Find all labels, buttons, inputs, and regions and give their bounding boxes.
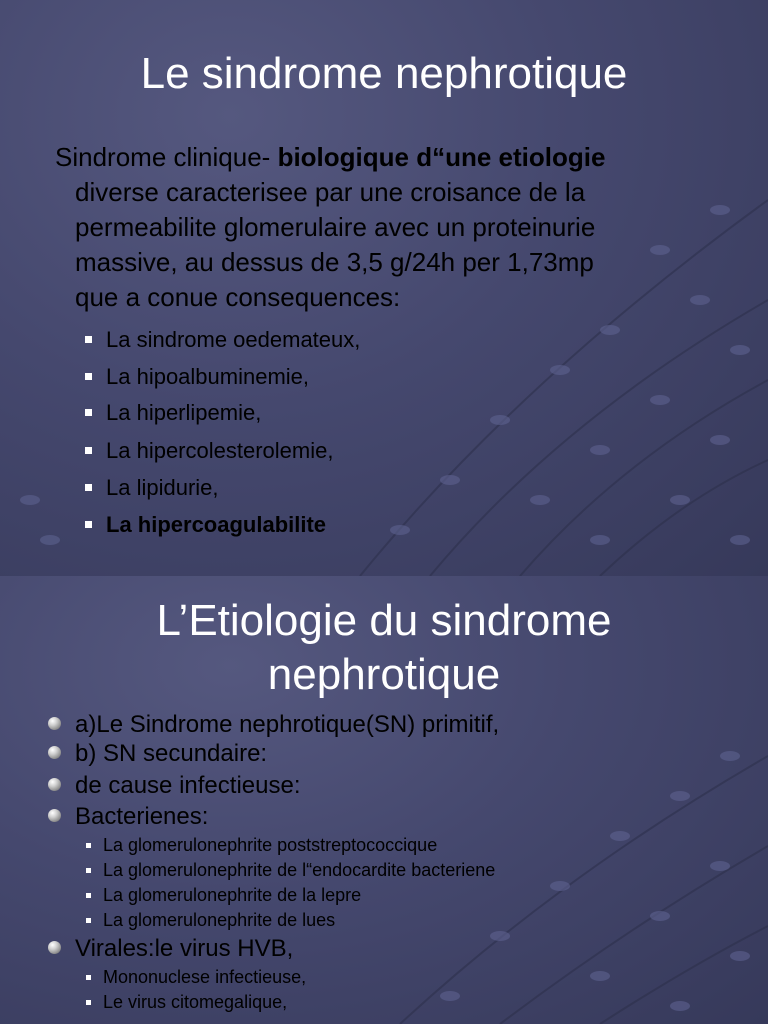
sub-list-item-text: La glomerulonephrite de la lepre — [103, 885, 362, 905]
list-item-text: a)Le Sindrome nephrotique(SN) primitif, — [75, 711, 500, 738]
sphere-bullet-icon — [48, 809, 61, 822]
list-item — [85, 437, 333, 465]
square-bullet-icon — [85, 521, 92, 528]
sub-list-item-text: La glomerulonephrite de l“endocardite bacteriene — [103, 860, 496, 880]
intro-first-line — [55, 140, 745, 175]
sphere-bullet-icon — [48, 941, 61, 954]
list-item — [85, 474, 219, 502]
list-item-text: La hipercolesterolemie, — [106, 438, 334, 463]
sphere-bullet-icon — [48, 717, 61, 730]
list-item-text: La hipercoagulabilite — [106, 512, 327, 537]
sub-list-item-text: Le virus citomegalique, — [103, 992, 288, 1012]
square-bullet-icon — [85, 409, 92, 416]
sub-list-item-text: La glomerulonephrite poststreptococcique — [103, 835, 438, 855]
square-bullet-icon — [85, 373, 92, 380]
sub-list-item-text: Mononuclese infectieuse, — [103, 967, 307, 987]
intro-line: que a conue consequences: — [75, 282, 401, 312]
square-bullet-icon — [85, 447, 92, 454]
list-item — [85, 363, 309, 391]
list-item — [48, 710, 499, 740]
square-bullet-icon — [86, 868, 91, 873]
slide-2-title — [0, 594, 768, 702]
slide-1-intro — [55, 140, 745, 315]
list-item — [48, 771, 300, 801]
square-bullet-icon — [86, 975, 91, 980]
list-item-text: La sindrome oedemateux, — [106, 327, 361, 352]
sub-list-item-text: La glomerulonephrite de lues — [103, 910, 336, 930]
list-item — [85, 326, 360, 354]
list-item — [48, 739, 267, 769]
list-item — [48, 802, 208, 832]
intro-bold-text: biologique d“une etiologie — [277, 142, 606, 172]
list-item-text: de cause infectieuse: — [75, 772, 301, 799]
square-bullet-icon — [86, 918, 91, 923]
square-bullet-icon — [86, 843, 91, 848]
square-bullet-icon — [86, 893, 91, 898]
list-item — [48, 934, 293, 964]
slide-1-title: Le sindrome nephrotique — [140, 49, 628, 98]
list-item-text: Bacterienes: — [75, 803, 209, 830]
sub-list-item — [86, 883, 361, 907]
list-item-text: La hiperlipemie, — [106, 400, 262, 425]
slide-2-title-line-2: nephrotique — [267, 650, 501, 699]
intro-normal-text: Sindrome clinique- — [55, 142, 278, 172]
list-item-text: b) SN secundaire: — [75, 740, 268, 767]
list-item — [85, 511, 326, 539]
sub-list-item — [86, 908, 335, 932]
intro-line: massive, au dessus de 3,5 g/24h per 1,73mp — [75, 247, 594, 277]
sub-list-item — [86, 858, 495, 882]
list-item-text: Virales:le virus HVB, — [75, 935, 294, 962]
sphere-bullet-icon — [48, 746, 61, 759]
sub-list-item — [86, 990, 287, 1014]
intro-line: permeabilite glomerulaire avec un proteinurie — [75, 212, 596, 242]
list-item-text: La lipidurie, — [106, 475, 219, 500]
list-item-text: La hipoalbuminemie, — [106, 364, 310, 389]
square-bullet-icon — [85, 336, 92, 343]
sphere-bullet-icon — [48, 778, 61, 791]
slide-2-title-line-1: L’Etiologie du sindrome — [156, 596, 612, 645]
sub-list-item — [86, 965, 306, 989]
square-bullet-icon — [85, 484, 92, 491]
intro-line: diverse caracterisee par une croisance de la — [75, 177, 586, 207]
list-item — [85, 399, 261, 427]
sub-list-item — [86, 833, 437, 857]
square-bullet-icon — [86, 1000, 91, 1005]
